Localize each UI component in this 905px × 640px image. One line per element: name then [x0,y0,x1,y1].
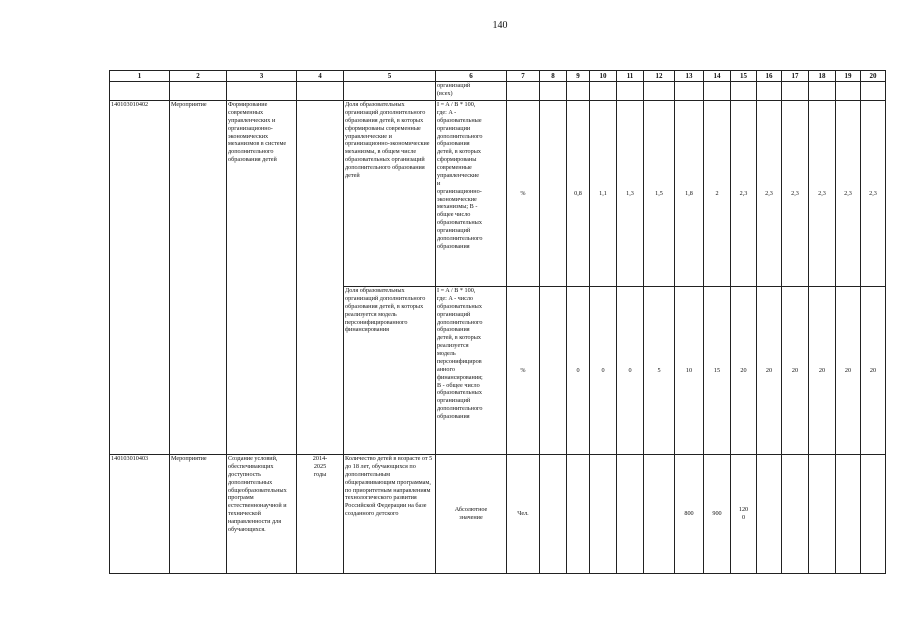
value-cell: 20 [861,287,886,455]
column-number-row [110,71,886,82]
value-cell [540,101,567,287]
table-row [110,101,886,287]
value-cell [644,455,675,574]
column-header: 17 [782,71,809,82]
value-cell: 0 [567,287,590,455]
value-cell [540,287,567,455]
measure-code: 140103010403 [110,455,170,574]
value-cell: 2,3 [782,101,809,287]
value-cell: 2,3 [861,101,886,287]
value-cell [617,455,644,574]
carryover-formula: организаций (всех) [436,82,507,101]
measure-period: 2014- 2025 годы [297,455,344,574]
value-cell: 0 [590,287,617,455]
value-cell: 1,1 [590,101,617,287]
value-cell: 20 [809,287,836,455]
column-header: 18 [809,71,836,82]
value-cell: 2 [704,101,731,287]
value-cell: 900 [704,455,731,574]
measure-code: 140103010402 [110,101,170,455]
table-row [110,455,886,574]
indicator-formula: I = A / B * 100, где: A - образовательные организации дополнительного образования детей, в которых сформированы современные управленческие и организационно- экономические механизмы; B - общее число образовательных организаций дополнительного образования [436,101,507,287]
value-cell: 1,8 [675,101,704,287]
indicators-table [109,70,886,574]
column-header: 10 [590,71,617,82]
column-header: 13 [675,71,704,82]
value-cell [782,455,809,574]
column-header: 1 [110,71,170,82]
measure-name: Формирование современных управленческих и организационно-экономических механизмов в системе дополнительного образования детей [227,101,297,455]
value-cell [590,455,617,574]
column-header: 7 [507,71,540,82]
column-header: 2 [170,71,227,82]
indicator-name: Доля образовательных организаций дополнительного образования детей, в которых реализуется модель персонифицированного финансирования [344,287,436,455]
column-header: 9 [567,71,590,82]
carryover-row [110,82,886,101]
value-cell [861,455,886,574]
measure-type: Мероприятие [170,101,227,455]
indicator-unit: Чел. [507,455,540,574]
value-cell: 2,3 [836,101,861,287]
value-cell: 120 0 [731,455,757,574]
column-header: 11 [617,71,644,82]
value-cell: 1,3 [617,101,644,287]
value-cell [809,455,836,574]
column-header: 14 [704,71,731,82]
indicator-name: Количество детей в возрасте от 5 до 18 лет, обучающихся по дополнительным общеразвивающим программам, по приоритетным направлениям технологического развития Российской Федерации на базе созданного детского [344,455,436,574]
measure-type: Мероприятие [170,455,227,574]
value-cell: 5 [644,287,675,455]
indicator-unit: % [507,287,540,455]
column-header: 20 [861,71,886,82]
value-cell: 10 [675,287,704,455]
column-header: 8 [540,71,567,82]
value-cell: 20 [757,287,782,455]
value-cell [567,455,590,574]
value-cell: 20 [782,287,809,455]
value-cell: 20 [836,287,861,455]
value-cell: 1,5 [644,101,675,287]
value-cell: 2,3 [731,101,757,287]
value-cell: 800 [675,455,704,574]
measure-name: Создание условий, обеспечивающих доступность дополнительных общеобразовательных программ естественнонаучной и технической направленности для обучающихся. [227,455,297,574]
page-number: 140 [492,20,508,31]
column-header: 3 [227,71,297,82]
measure-period [297,101,344,455]
indicator-name: Доля образовательных организаций дополнительного образования детей, в которых сформированы современные управленческие и организационно-экономические механизмы, в общем числе образовательных организаций дополнительного образования детей [344,101,436,287]
column-header: 5 [344,71,436,82]
value-cell: 20 [731,287,757,455]
column-header: 16 [757,71,782,82]
column-header: 6 [436,71,507,82]
column-header: 15 [731,71,757,82]
value-cell [540,455,567,574]
value-cell: 15 [704,287,731,455]
value-cell: 0,8 [567,101,590,287]
indicator-formula: I = A / B * 100, где: A - число образовательных организаций дополнительного образования детей, в которых реализуется модель персонифициров анного финансирования; B - общее число образовательных организаций дополнительного образования [436,287,507,455]
value-cell [836,455,861,574]
column-header: 4 [297,71,344,82]
column-header: 12 [644,71,675,82]
column-header: 19 [836,71,861,82]
indicator-formula: Абсолютное значение [436,455,507,574]
indicator-unit: % [507,101,540,287]
value-cell: 2,3 [757,101,782,287]
value-cell [757,455,782,574]
value-cell: 2,3 [809,101,836,287]
value-cell: 0 [617,287,644,455]
